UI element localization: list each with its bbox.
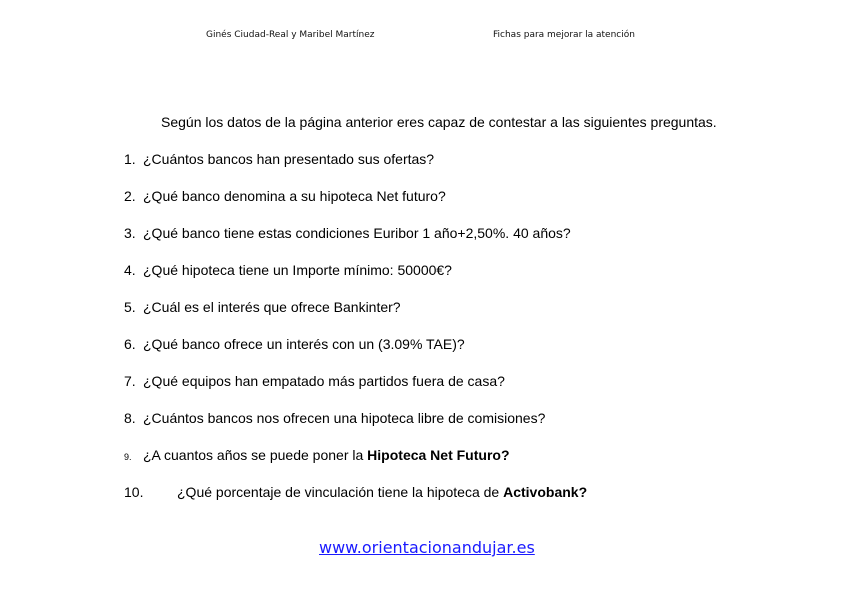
- question-text: ¿Cuántos bancos han presentado sus ofertas?: [143, 151, 435, 167]
- question-text: ¿Qué banco denomina a su hipoteca Net futuro?: [143, 188, 446, 204]
- question-text: ¿Qué banco ofrece un interés con un (3.09% TAE)?: [143, 336, 465, 352]
- intro-text: Según los datos de la página anterior eres capaz de contestar a las siguientes preguntas.: [161, 114, 717, 130]
- question-text: ¿Qué equipos han empatado más partidos fuera de casa?: [143, 373, 505, 389]
- question-text: ¿Cuál es el interés que ofrece Bankinter?: [143, 299, 401, 315]
- question-6: [124, 336, 465, 352]
- question-1: [124, 151, 434, 167]
- question-3: [124, 225, 571, 241]
- question-number: 3.: [124, 225, 136, 241]
- question-number: 4.: [124, 262, 136, 278]
- header-title: Fichas para mejorar la atención: [493, 30, 635, 40]
- question-text: ¿A cuantos años se puede poner la: [143, 447, 368, 463]
- header-authors: Ginés Ciudad-Real y Maribel Martínez: [206, 30, 375, 40]
- footer-website-link[interactable]: www.orientacionandujar.es: [319, 538, 535, 557]
- question-text: ¿Cuántos bancos nos ofrecen una hipoteca libre de comisiones?: [143, 410, 546, 426]
- question-number: 6.: [124, 336, 136, 352]
- question-5: [124, 299, 401, 315]
- question-number: 5.: [124, 299, 136, 315]
- question-4: [124, 262, 452, 278]
- question-text: ¿Qué porcentaje de vinculación tiene la hipoteca de: [177, 484, 504, 500]
- question-text: ¿Qué hipoteca tiene un Importe mínimo: 50000€?: [143, 262, 452, 278]
- question-9: [124, 447, 510, 463]
- question-number: 10.: [124, 484, 144, 500]
- question-number: 7.: [124, 373, 136, 389]
- question-7: [124, 373, 505, 389]
- question-2: [124, 188, 446, 204]
- question-bold-text: Hipoteca Net Futuro?: [367, 447, 510, 463]
- question-text: ¿Qué banco tiene estas condiciones Euribor 1 año+2,50%. 40 años?: [143, 225, 571, 241]
- question-number: 9.: [124, 452, 132, 462]
- question-number: 2.: [124, 188, 136, 204]
- question-bold-text: Activobank?: [503, 484, 588, 500]
- question-10: [124, 484, 587, 500]
- question-number: 8.: [124, 410, 136, 426]
- question-8: [124, 410, 545, 426]
- question-number: 1.: [124, 151, 136, 167]
